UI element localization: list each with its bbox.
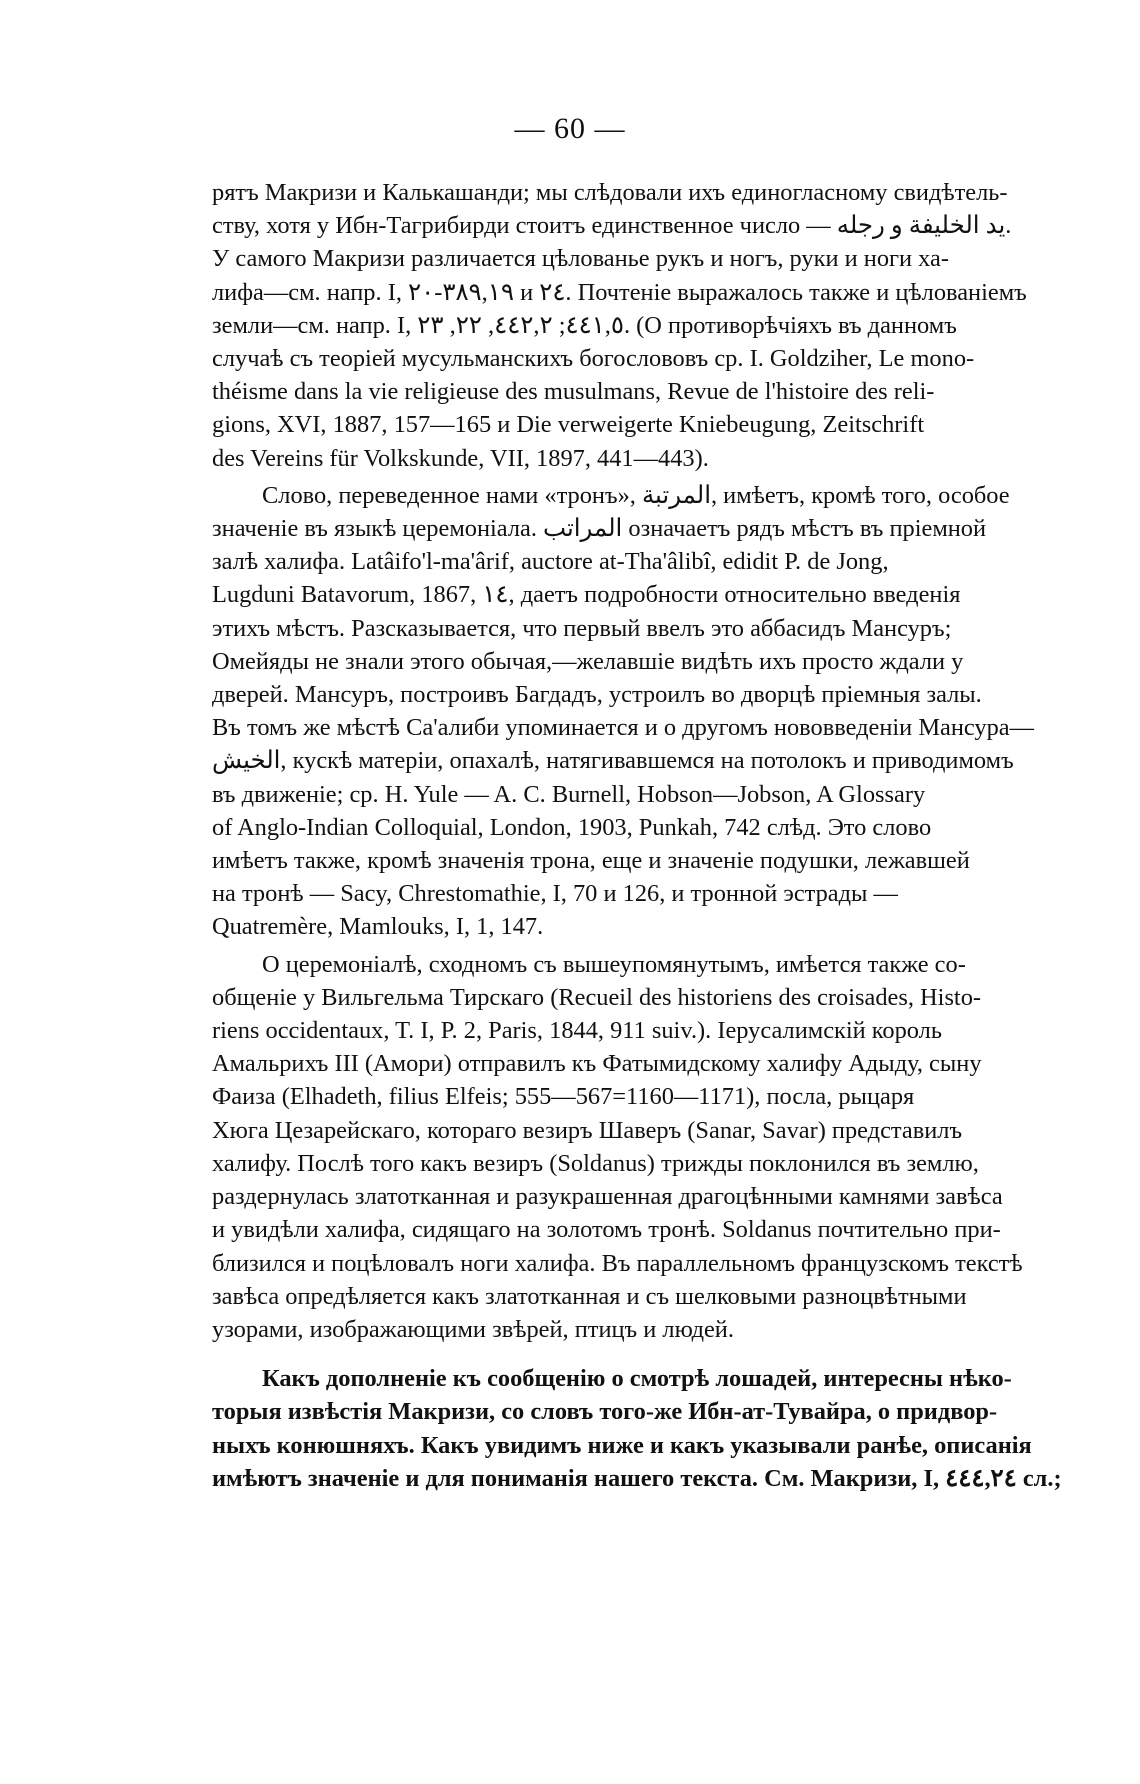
text-line: дверей. Мансуръ, построивъ Багдадъ, устроилъ во дворцѣ пріемныя залы. — [212, 681, 982, 709]
text-line: близился и поцѣловалъ ноги халифа. Въ параллельномъ французскомъ текстѣ — [212, 1249, 1023, 1277]
text-line: значеніе въ языкѣ церемоніала. المراتب означаетъ рядъ мѣстъ въ пріемной — [212, 515, 987, 543]
text-line: общеніе у Вильгельма Тирскаго (Recueil des historiens des croisades, Histo- — [212, 983, 982, 1011]
text-line: залѣ халифа. Latâifo'l-ma'ârif, auctore at-Tha'âlibî, edidit P. de Jong, — [212, 548, 889, 576]
text-line: théisme dans la vie religieuse des musulmans, Revue de l'histoire des reli- — [212, 378, 935, 406]
text-line: халифу. Послѣ того какъ везиръ (Soldanus) трижды поклонился въ землю, — [212, 1149, 979, 1177]
paragraph-ceremonial — [212, 948, 1042, 1346]
text-line: раздернулась златотканная и разукрашенная драгоцѣнными камнями завѣса — [212, 1183, 1003, 1211]
text-line: на тронѣ — Sacy, Chrestomathie, I, 70 и 126, и тронной эстрады — — [212, 880, 898, 908]
text-line: Въ томъ же мѣстѣ Са'алиби упоминается и о другомъ нововведеніи Мансура— — [212, 714, 1035, 742]
text-line: Слово, переведенное нами «тронъ», المرتبة, имѣетъ, кромѣ того, особое — [262, 481, 1010, 509]
text-body — [212, 176, 1062, 1495]
text-line: имѣютъ значеніе и для пониманія нашего текста. См. Макризи, I, ٤٤٤,٢٤ сл.; — [212, 1464, 1062, 1492]
text-line: О церемоніалѣ, сходномъ съ вышеупомянутымъ, имѣется также со- — [262, 950, 966, 978]
text-line: имѣетъ также, кромѣ значенія трона, еще и значеніе подушки, лежавшей — [212, 847, 970, 875]
text-line: У самого Макризи различается цѣлованье рукъ и ногъ, руки и ноги ха- — [212, 245, 949, 273]
text-line: Quatremère, Mamlouks, I, 1, 147. — [212, 913, 544, 941]
text-line: торыя извѣстія Макризи, со словъ того-же Ибн-ат-Тувайра, о придвор- — [212, 1398, 998, 1426]
text-line: узорами, изображающими звѣрей, птицъ и людей. — [212, 1315, 734, 1343]
text-line: случаѣ съ теоріей мусульманскихъ богослововъ ср. I. Goldziher, Le mono- — [212, 345, 975, 373]
text-line: الخيش, кускѣ матеріи, опахалѣ, натягивавшемся на потолокъ и приводимомъ — [212, 747, 1014, 775]
text-line: этихъ мѣстъ. Разсказывается, что первый ввелъ это аббасидъ Мансуръ; — [212, 614, 952, 642]
paragraph-horses — [212, 1362, 1062, 1495]
text-line: Амальрихъ III (Амори) отправилъ къ Фатымидскому халифу Адыду, сыну — [212, 1050, 982, 1078]
text-line: gions, XVI, 1887, 157—165 и Die verweigerte Kniebeugung, Zeitschrift — [212, 411, 925, 439]
text-line: des Vereins für Volkskunde, VII, 1897, 441—443). — [212, 444, 709, 472]
text-line: Фаиза (Elhadeth, filius Elfeis; 555—567=1160—1171), посла, рыцаря — [212, 1083, 915, 1111]
text-line: рятъ Макризи и Калькашанди; мы слѣдовали ихъ единогласному свидѣтель- — [212, 179, 1008, 206]
text-line: of Anglo-Indian Colloquial, London, 1903, Punkah, 742 слѣд. Это слово — [212, 813, 932, 841]
text-line: Какъ дополненіе къ сообщенію о смотрѣ лошадей, интересны нѣко- — [262, 1365, 1012, 1393]
text-line: завѣса опредѣляется какъ златотканная и съ шелковыми разноцвѣтными — [212, 1282, 967, 1310]
paragraph-footnote-continuation — [212, 176, 1042, 475]
text-line: riens occidentaux, T. I, P. 2, Paris, 1844, 911 suiv.). Іерусалимскій король — [212, 1017, 942, 1045]
text-line: Хюга Цезарейскаго, котораго везиръ Шаверъ (Sanar, Savar) представилъ — [212, 1116, 963, 1144]
text-line: Омейяды не знали этого обычая,—желавшіе видѣть ихъ просто ждали у — [212, 647, 964, 675]
text-line: Lugduni Batavorum, 1867, ١٤, даетъ подробности относительно введенія — [212, 581, 961, 609]
paragraph-throne-term — [212, 479, 1042, 944]
text-line: въ движеніе; ср. H. Yule — A. C. Burnell, Hobson—Jobson, A Glossary — [212, 780, 926, 808]
text-line: и увидѣли халифа, сидящаго на золотомъ тронѣ. Soldanus почтительно при- — [212, 1216, 1001, 1244]
text-line: ныхъ конюшняхъ. Какъ увидимъ ниже и какъ указывали ранѣе, описанія — [212, 1431, 1032, 1459]
text-line: лифа—см. напр. I, ٣٨٩,١٩-٢٠ и ٢٤. Почтеніе выражалось также и цѣлованіемъ — [212, 278, 1027, 306]
page-number: — 60 — — [514, 112, 626, 145]
text-line: земли—см. напр. I, ٤٤١,٥; ٤٤٢,٢, ٢٢, ٢٣. (О противорѣчіяхъ въ данномъ — [212, 311, 957, 339]
text-line: ству, хотя у Ибн-Тагрибирди стоитъ единственное число — يد الخليفة و رجله. — [212, 212, 1012, 240]
